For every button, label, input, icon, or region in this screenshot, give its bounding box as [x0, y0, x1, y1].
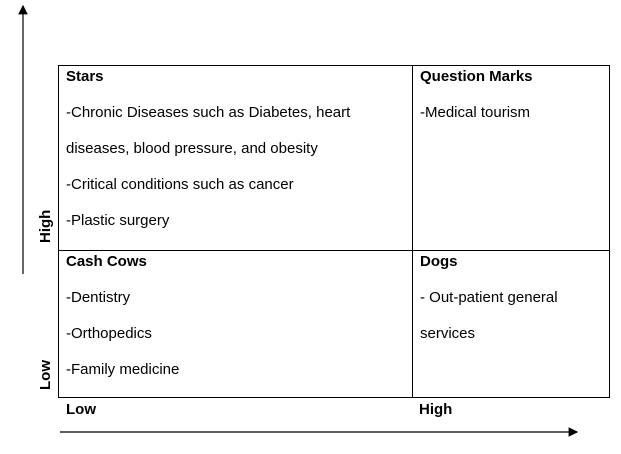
- quadrant-item: -Medical tourism: [420, 104, 531, 121]
- quadrant-item: -Critical conditions such as cancer: [66, 176, 294, 193]
- quadrant-title: Stars: [66, 68, 104, 85]
- quadrant-item: -Chronic Diseases such as Diabetes, heart: [66, 104, 351, 121]
- quadrant-cash-cows: [59, 251, 412, 399]
- x-axis-high-label: High: [419, 401, 453, 418]
- quadrant-title: Cash Cows: [66, 253, 147, 270]
- quadrant-item: -Plastic surgery: [66, 212, 170, 229]
- quadrant-item: services: [420, 325, 476, 342]
- quadrant-dogs: [413, 251, 611, 399]
- quadrant-title: Dogs: [420, 253, 458, 270]
- quadrant-stars: [59, 66, 412, 250]
- quadrant-title: Question Marks: [420, 68, 533, 85]
- quadrant-item: -Orthopedics: [66, 325, 152, 342]
- y-axis-low-label: Low: [37, 360, 54, 390]
- y-axis-high-label: High: [37, 209, 54, 243]
- quadrant-item: diseases, blood pressure, and obesity: [66, 140, 318, 157]
- quadrant-item: -Dentistry: [66, 289, 131, 306]
- x-axis-low-label: Low: [66, 401, 96, 418]
- quadrant-item: - Out-patient general: [420, 289, 558, 306]
- matrix-grid: [58, 65, 610, 398]
- quadrant-item: -Family medicine: [66, 361, 180, 378]
- quadrant-question-marks: [413, 66, 611, 250]
